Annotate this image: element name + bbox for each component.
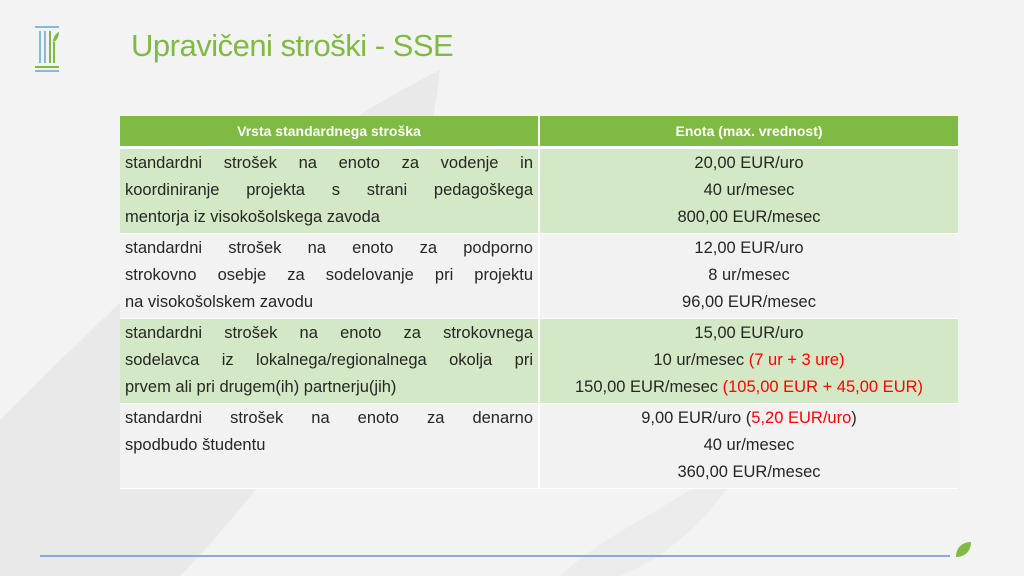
cost-unit-values xyxy=(539,234,958,319)
column-leaf-logo-icon xyxy=(34,24,60,74)
unit-value-text: 96,00 EUR/mesec xyxy=(682,293,816,311)
unit-value-text: 12,00 EUR/uro xyxy=(694,239,804,257)
table-row xyxy=(120,148,958,234)
cost-unit-values xyxy=(539,148,958,234)
table-header-row xyxy=(120,116,958,148)
unit-value xyxy=(545,235,953,262)
header-unit: Enota (max. vrednost) xyxy=(539,116,958,148)
unit-value-text: 800,00 EUR/mesec xyxy=(677,208,821,226)
unit-value-highlight: (105,00 EUR + 45,00 EUR) xyxy=(722,378,924,396)
unit-value-text: 10 ur/mesec xyxy=(653,351,749,369)
unit-value-text: 40 ur/mesec xyxy=(703,181,795,199)
cost-description-line: standardni strošek na enoto za podporno xyxy=(125,239,533,257)
unit-value xyxy=(545,150,953,177)
unit-value-text: 150,00 EUR/mesec xyxy=(574,378,723,396)
cost-description-line: sodelavca iz lokalnega/regionalnega okolja pri xyxy=(125,351,533,369)
cost-unit-values xyxy=(539,404,958,489)
costs-table xyxy=(120,116,958,489)
cost-description-line: prvem ali pri drugem(ih) partnerju(jih) xyxy=(125,378,397,396)
cost-description-line: standardni strošek na enoto za strokovnega xyxy=(125,324,533,342)
unit-value-text: 9,00 EUR/uro ( xyxy=(641,409,752,427)
unit-value-text: 40 ur/mesec xyxy=(703,436,795,454)
cost-description xyxy=(120,234,539,319)
unit-value xyxy=(545,262,953,289)
unit-value xyxy=(545,432,953,459)
unit-value-text: ) xyxy=(851,409,857,427)
unit-value-text: 8 ur/mesec xyxy=(708,266,790,284)
cost-description-line: spodbudo študentu xyxy=(125,436,266,454)
unit-value-text: 360,00 EUR/mesec xyxy=(677,463,821,481)
table-row xyxy=(120,234,958,319)
footer-divider xyxy=(40,555,950,557)
cost-description-line: strokovno osebje za sodelovanje pri projektu xyxy=(125,266,533,284)
unit-value-highlight: 5,20 EUR/uro xyxy=(751,409,852,427)
unit-value xyxy=(545,405,953,432)
unit-value xyxy=(545,320,953,347)
cost-description xyxy=(120,319,539,404)
unit-value xyxy=(545,459,953,486)
unit-value xyxy=(545,374,953,401)
header-cost-type: Vrsta standardnega stroška xyxy=(120,116,539,148)
page-title: Upravičeni stroški - SSE xyxy=(131,28,454,63)
unit-value xyxy=(545,177,953,204)
cost-description xyxy=(120,404,539,489)
cost-description-line: standardni strošek na enoto za vodenje in xyxy=(125,154,533,172)
unit-value-highlight: (7 ur + 3 ure) xyxy=(748,351,845,369)
cost-description-line: na visokošolskem zavodu xyxy=(125,293,314,311)
unit-value xyxy=(545,204,953,231)
unit-value xyxy=(545,347,953,374)
leaf-icon xyxy=(954,540,972,558)
table-row xyxy=(120,404,958,489)
unit-value-text: 20,00 EUR/uro xyxy=(694,154,804,172)
table-row xyxy=(120,319,958,404)
unit-value xyxy=(545,289,953,316)
cost-description xyxy=(120,148,539,234)
cost-description-line: standardni strošek na enoto za denarno xyxy=(125,409,533,427)
cost-description-line: koordiniranje projekta s strani pedagoškega xyxy=(125,181,533,199)
cost-description-line: mentorja iz visokošolskega zavoda xyxy=(125,208,380,226)
cost-unit-values xyxy=(539,319,958,404)
unit-value-text: 15,00 EUR/uro xyxy=(694,324,804,342)
